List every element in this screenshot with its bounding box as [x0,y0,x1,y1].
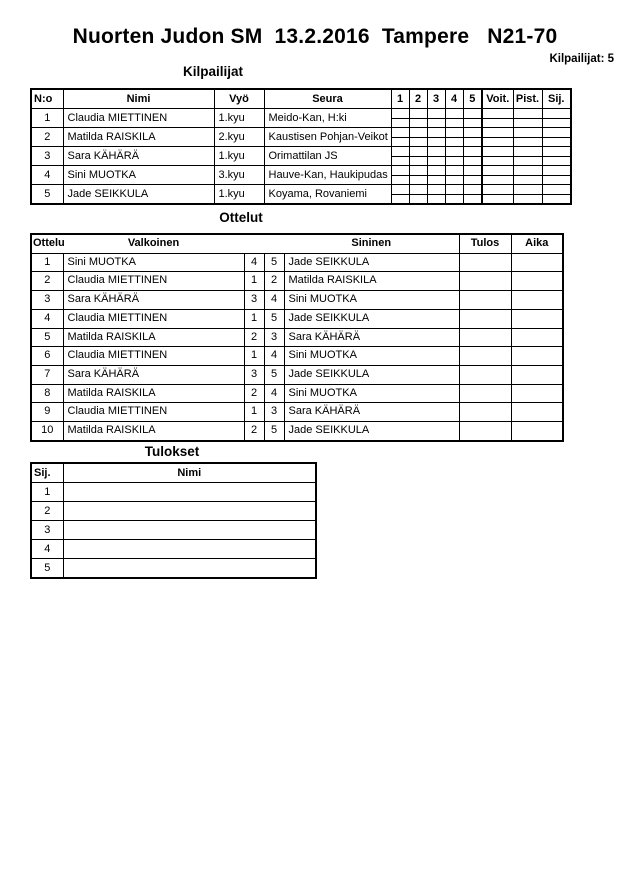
page-title: Nuorten Judon SM 13.2.2016 Tampere N21-70 [72,25,558,48]
blue-number-cell: 4 [264,384,284,403]
competitor-name-cell: Sara KÄHÄRÄ [63,147,214,166]
time-cell [511,384,563,403]
match-number-cell: 9 [31,403,63,422]
competitor-row [31,147,571,166]
result-place-cell: 2 [31,502,63,521]
points-cell [513,166,542,185]
time-cell [511,422,563,441]
white-name-cell: Claudia MIETTINEN [63,347,244,366]
round-score-cell [409,185,427,205]
place-cell [542,185,571,205]
competitor-name-cell: Jade SEIKKULA [63,185,214,205]
round-score-cell [427,166,445,185]
result-name-cell [63,521,316,540]
round-score-cell [463,109,482,128]
match-row [31,291,563,310]
competitor-number-cell: 4 [31,166,63,185]
white-name-cell: Sini MUOTKA [63,253,244,272]
col-header-no: N:o [31,89,63,109]
time-cell [511,291,563,310]
result-cell [459,291,511,310]
time-cell [511,347,563,366]
round-score-cell [427,185,445,205]
round-score-cell [445,147,463,166]
blue-number-cell: 4 [264,347,284,366]
competitor-club-cell: Kaustisen Pohjan-Veikot [264,128,391,147]
points-cell [513,185,542,205]
round-score-cell [445,128,463,147]
white-name-cell: Matilda RAISKILA [63,384,244,403]
blue-name-cell: Jade SEIKKULA [284,309,459,328]
round-score-cell [463,147,482,166]
result-row [31,483,316,502]
round-score-cell [391,166,409,185]
result-cell [459,328,511,347]
match-row [31,365,563,384]
white-number-cell: 2 [244,384,264,403]
match-row [31,384,563,403]
section-title-tulokset: Tulokset [144,444,200,459]
competitor-count-label: Kilpailijat: 5 [549,53,614,65]
results-table [30,462,317,579]
white-name-cell: Claudia MIETTINEN [63,403,244,422]
competitors-table [30,88,572,205]
wins-cell [482,109,513,128]
competitor-belt-cell: 1.kyu [214,147,264,166]
round-score-cell [445,109,463,128]
col-header-aika: Aika [511,234,563,253]
match-number-cell: 3 [31,291,63,310]
round-score-cell [391,185,409,205]
round-score-cell [409,166,427,185]
round-score-cell [427,109,445,128]
result-row [31,540,316,559]
round-score-cell [427,128,445,147]
white-number-cell: 1 [244,347,264,366]
blue-name-cell: Jade SEIKKULA [284,365,459,384]
match-number-cell: 7 [31,365,63,384]
result-cell [459,422,511,441]
col-header-round-2: 2 [409,89,427,109]
result-cell [459,403,511,422]
round-score-cell [445,166,463,185]
result-place-cell: 3 [31,521,63,540]
match-row [31,347,563,366]
section-title-kilpailijat: Kilpailijat [182,64,244,79]
place-cell [542,147,571,166]
round-score-cell [409,147,427,166]
col-header-round-1: 1 [391,89,409,109]
col-header-round-5: 5 [463,89,482,109]
match-number-cell: 4 [31,309,63,328]
competitor-name-cell: Sini MUOTKA [63,166,214,185]
time-cell [511,365,563,384]
competitor-name-cell: Matilda RAISKILA [63,128,214,147]
place-cell [542,166,571,185]
result-cell [459,309,511,328]
white-number-cell: 3 [244,291,264,310]
competitor-belt-cell: 2.kyu [214,128,264,147]
result-row [31,502,316,521]
round-score-cell [427,147,445,166]
col-header-blue-number [264,234,284,253]
competitor-club-cell: Koyama, Rovaniemi [264,185,391,205]
result-cell [459,384,511,403]
white-number-cell: 1 [244,272,264,291]
match-number-cell: 1 [31,253,63,272]
points-cell [513,109,542,128]
round-score-cell [463,128,482,147]
result-place-cell: 4 [31,540,63,559]
blue-name-cell: Jade SEIKKULA [284,422,459,441]
col-header-round-4: 4 [445,89,463,109]
competitor-club-cell: Orimattilan JS [264,147,391,166]
matches-header-row [31,234,563,253]
blue-number-cell: 5 [264,422,284,441]
white-number-cell: 2 [244,422,264,441]
results-header-row [31,463,316,483]
time-cell [511,328,563,347]
place-cell [542,128,571,147]
col-header-white-number [244,234,264,253]
place-cell [542,109,571,128]
points-cell [513,128,542,147]
col-header-sininen: Sininen [284,234,459,253]
blue-name-cell: Sini MUOTKA [284,291,459,310]
blue-name-cell: Sini MUOTKA [284,347,459,366]
round-score-cell [391,109,409,128]
match-number-cell: 8 [31,384,63,403]
col-header-valkoinen: Valkoinen [63,234,244,253]
time-cell [511,272,563,291]
competitor-row [31,166,571,185]
blue-number-cell: 5 [264,309,284,328]
competitor-name-cell: Claudia MIETTINEN [63,109,214,128]
result-name-cell [63,540,316,559]
match-row [31,328,563,347]
wins-cell [482,128,513,147]
round-score-cell [445,185,463,205]
round-score-cell [463,166,482,185]
match-number-cell: 2 [31,272,63,291]
wins-cell [482,166,513,185]
competitor-row [31,185,571,205]
col-header-vyo: Vyö [214,89,264,109]
result-name-cell [63,559,316,579]
match-number-cell: 6 [31,347,63,366]
col-header-voit: Voit. [482,89,513,109]
blue-name-cell: Sara KÄHÄRÄ [284,328,459,347]
white-number-cell: 1 [244,309,264,328]
col-header-nimi: Nimi [63,89,214,109]
col-header-sij: Sij. [31,463,63,483]
round-score-cell [391,128,409,147]
col-header-round-3: 3 [427,89,445,109]
result-cell [459,347,511,366]
points-cell [513,147,542,166]
match-row [31,403,563,422]
blue-name-cell: Matilda RAISKILA [284,272,459,291]
blue-number-cell: 4 [264,291,284,310]
round-score-cell [391,147,409,166]
matches-table [30,233,564,442]
competitor-row [31,109,571,128]
blue-name-cell: Sini MUOTKA [284,384,459,403]
match-number-cell: 5 [31,328,63,347]
blue-name-cell: Sara KÄHÄRÄ [284,403,459,422]
competitor-row [31,128,571,147]
white-name-cell: Matilda RAISKILA [63,422,244,441]
blue-name-cell: Jade SEIKKULA [284,253,459,272]
competitor-number-cell: 2 [31,128,63,147]
col-header-ottelu: Ottelu [31,234,63,253]
blue-number-cell: 3 [264,403,284,422]
round-score-cell [409,109,427,128]
col-header-sij: Sij. [542,89,571,109]
round-score-cell [409,128,427,147]
white-number-cell: 4 [244,253,264,272]
col-header-seura: Seura [264,89,391,109]
competitor-club-cell: Hauve-Kan, Haukipudas [264,166,391,185]
white-name-cell: Matilda RAISKILA [63,328,244,347]
white-name-cell: Sara KÄHÄRÄ [63,291,244,310]
blue-number-cell: 5 [264,253,284,272]
result-cell [459,365,511,384]
competitor-number-cell: 3 [31,147,63,166]
match-row [31,253,563,272]
competitor-belt-cell: 1.kyu [214,185,264,205]
time-cell [511,253,563,272]
white-name-cell: Sara KÄHÄRÄ [63,365,244,384]
time-cell [511,309,563,328]
section-title-ottelut: Ottelut [219,210,263,225]
wins-cell [482,147,513,166]
result-cell [459,253,511,272]
white-number-cell: 2 [244,328,264,347]
result-name-cell [63,502,316,521]
result-row [31,559,316,579]
competitor-club-cell: Meido-Kan, H:ki [264,109,391,128]
competitor-number-cell: 1 [31,109,63,128]
white-name-cell: Claudia MIETTINEN [63,309,244,328]
competitor-belt-cell: 1.kyu [214,109,264,128]
result-name-cell [63,483,316,502]
blue-number-cell: 5 [264,365,284,384]
white-number-cell: 3 [244,365,264,384]
col-header-nimi: Nimi [63,463,316,483]
result-cell [459,272,511,291]
competitor-number-cell: 5 [31,185,63,205]
blue-number-cell: 2 [264,272,284,291]
round-score-cell [463,185,482,205]
competitors-header-row [31,89,571,109]
match-number-cell: 10 [31,422,63,441]
competitor-belt-cell: 3.kyu [214,166,264,185]
col-header-pist: Pist. [513,89,542,109]
col-header-tulos: Tulos [459,234,511,253]
wins-cell [482,185,513,205]
match-row [31,309,563,328]
result-place-cell: 1 [31,483,63,502]
match-row [31,422,563,441]
result-row [31,521,316,540]
result-place-cell: 5 [31,559,63,579]
time-cell [511,403,563,422]
white-name-cell: Claudia MIETTINEN [63,272,244,291]
match-row [31,272,563,291]
white-number-cell: 1 [244,403,264,422]
blue-number-cell: 3 [264,328,284,347]
